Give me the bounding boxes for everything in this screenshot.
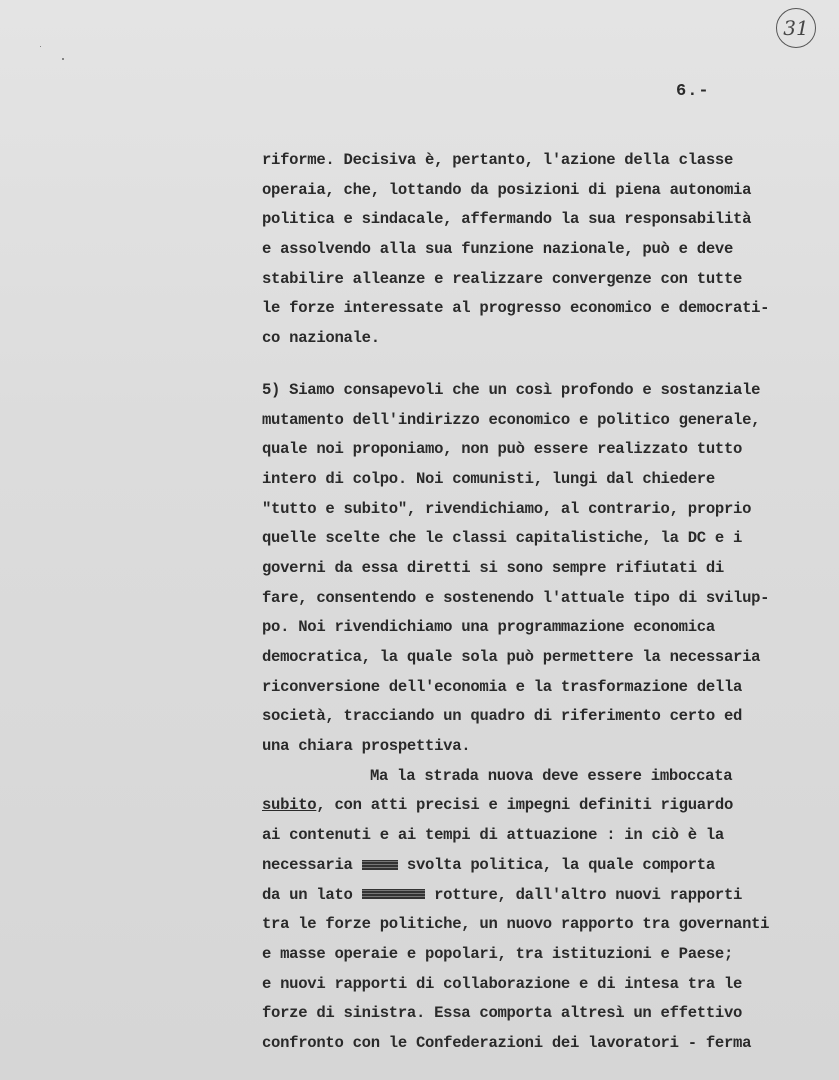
text-line: democratica, la quale sola può permettere la necessaria: [262, 648, 761, 666]
text-line: tra le forze politiche, un nuovo rapporto tra governanti: [262, 915, 770, 934]
text-line: mutamento dell'indirizzo economico e politico generale,: [262, 410, 761, 429]
text-run: , con atti precisi e impegni definiti riguardo: [316, 796, 734, 815]
text-line: stabilire alleanze e realizzare convergenze con tutte: [262, 269, 743, 288]
text-line: governi da essa diretti si sono sempre rifiutati di: [262, 558, 724, 577]
text-run: necessaria: [262, 855, 362, 874]
text-line: operaia, che, lottando da posizioni di piena autonomia: [262, 180, 752, 199]
text-line: e nuovi rapporti di collaborazione e di intesa tra le: [262, 974, 743, 993]
text-line: po. Noi rivendichiamo una programmazione economica: [262, 618, 715, 637]
text-run: da un lato: [262, 885, 362, 904]
text-line: confronto con le Confederazioni dei lavoratori - ferma: [262, 1033, 752, 1052]
struck-out-word: [362, 860, 398, 870]
scan-speck: [62, 58, 64, 60]
text-line: [262, 791, 827, 821]
text-line: 5) Siamo consapevoli che un così profondo e sostanziale: [262, 380, 761, 399]
text-line: [262, 851, 827, 881]
paragraph-1: [262, 146, 827, 354]
page-number: 6.-: [676, 82, 710, 101]
underlined-word: subito: [262, 796, 317, 815]
text-line: [262, 881, 827, 911]
text-line: le forze interessate al progresso economico e democrati-: [262, 299, 770, 318]
text-run: svolta politica, la quale comporta: [397, 855, 715, 874]
text-line: intero di colpo. Noi comunisti, lungi dal chiedere: [262, 469, 715, 488]
text-line: quale noi proponiamo, non può essere realizzato tutto: [262, 440, 743, 459]
text-line: ai contenuti e ai tempi di attuazione : in ciò è la: [262, 826, 724, 845]
text-run: rotture, dall'altro nuovi rapporti: [425, 885, 743, 904]
text-line: "tutto e subito", rivendichiamo, al contrario, proprio: [262, 499, 752, 518]
paragraph-3: [262, 762, 827, 1059]
text-line: una chiara prospettiva.: [262, 737, 471, 756]
scan-speck: [40, 46, 41, 47]
text-line: e assolvendo alla sua funzione nazionale, può e deve: [262, 240, 734, 259]
text-line: riforme. Decisiva è, pertanto, l'azione della classe: [262, 151, 734, 169]
text-line: società, tracciando un quadro di riferimento certo ed: [262, 707, 743, 726]
stamp-number-text: 31: [783, 16, 809, 40]
typed-text-body: [262, 146, 827, 1059]
text-line: e masse operaie e popolari, tra istituzioni e Paese;: [262, 944, 734, 963]
text-line: quelle scelte che le classi capitalistiche, la DC e i: [262, 529, 743, 548]
struck-out-word: [362, 889, 425, 899]
text-line: fare, consentendo e sostenendo l'attuale tipo di svilup-: [262, 588, 770, 607]
text-line: riconversione dell'economia e la trasformazione della: [262, 677, 743, 696]
archive-stamp-number: [776, 8, 816, 48]
text-line: Ma la strada nuova deve essere imboccata: [370, 766, 733, 785]
paragraph-2: [262, 376, 827, 762]
text-line: politica e sindacale, affermando la sua responsabilità: [262, 210, 752, 229]
text-line: co nazionale.: [262, 329, 380, 348]
text-line: forze di sinistra. Essa comporta altresì un effettivo: [262, 1004, 743, 1023]
